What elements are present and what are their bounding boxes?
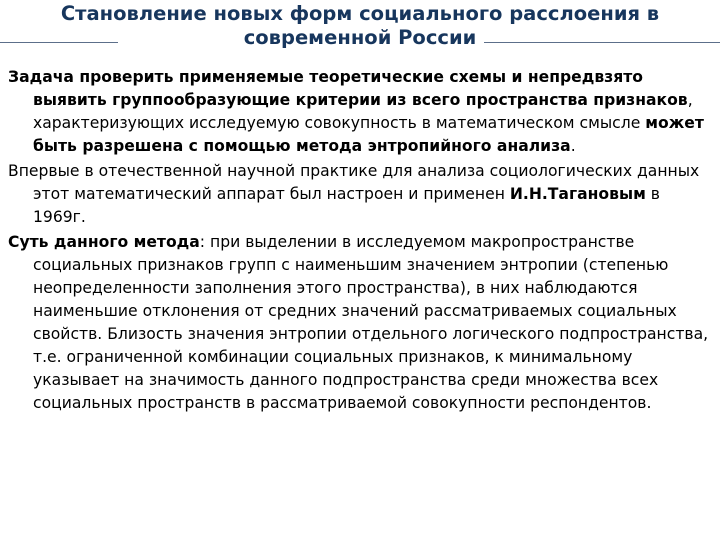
- history-year: в 1969г.: [33, 185, 660, 226]
- task-statement-text: , характеризующих исследуемую совокупность в математическом смысле: [33, 91, 693, 132]
- title-divider-right: [484, 42, 720, 43]
- history-text: Впервые в отечественной научной практике для анализа социологических данных этот математический аппарат был настроен и применен: [8, 162, 700, 203]
- slide-title: Становление новых форм социального расслоения в современной России: [60, 2, 660, 49]
- paragraph-method-essence: [8, 231, 712, 415]
- essence-heading: Суть данного метода: [8, 233, 200, 251]
- paragraph-task: [8, 66, 712, 158]
- task-method-bold: может быть разрешена с помощью метода энтропийного анализа: [33, 114, 704, 155]
- essence-text: : при выделении в исследуемом макропространстве социальных признаков групп с наименьшим значением энтропии (степенью неопределенности заполнения этого пространства), в них наблюдаются наименьшие отклонения от средних значений рассматриваемых социальных свойств. Близость значения энтропии отдельного логического подпространства, т.е. ограниченной комбинации социальных признаков, к минимальному указывает на значимость данного подпространства среди множества всех социальных пространств в рассматриваемой совокупности респондентов.: [33, 233, 709, 412]
- title-divider-left: [0, 42, 118, 43]
- task-statement-bold: Задача проверить применяемые теоретические схемы и непредвзято выявить группообразующие критерии из всего пространства признаков: [8, 68, 688, 109]
- history-author: И.Н.Тагановым: [509, 185, 646, 203]
- task-period: .: [570, 137, 576, 155]
- slide-body: [8, 66, 712, 415]
- paragraph-history: [8, 160, 712, 229]
